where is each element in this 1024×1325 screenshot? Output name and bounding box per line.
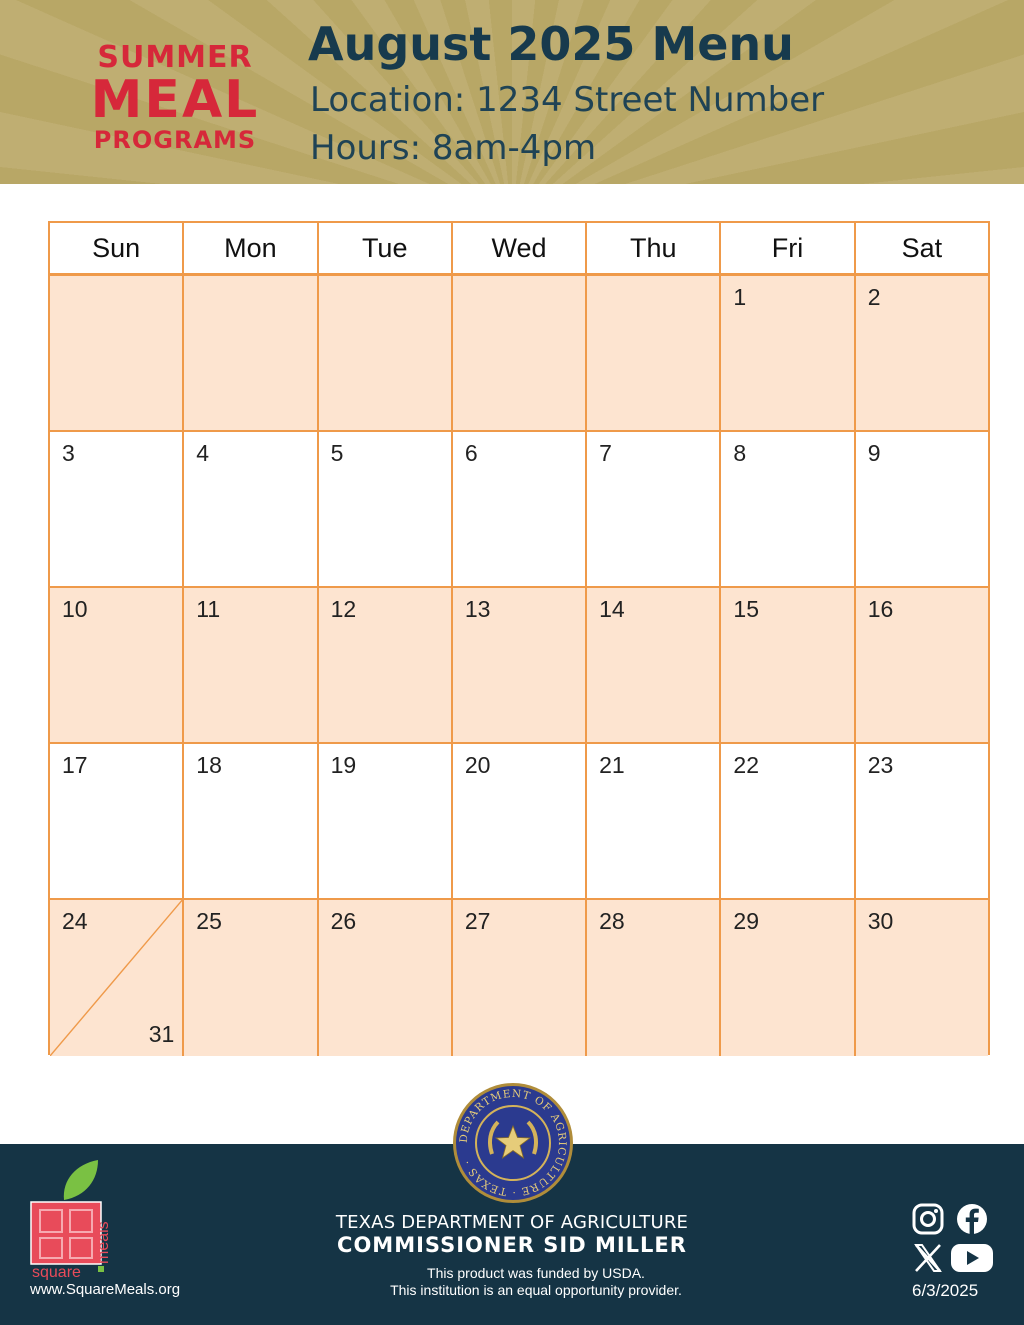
weekday-sat: Sat (901, 233, 943, 263)
day-number: 6 (464, 440, 478, 466)
day-cell (319, 432, 453, 586)
day-cell (721, 900, 855, 1056)
weekday-sun: Sun (50, 223, 184, 273)
weekday-mon: Mon (184, 223, 318, 273)
day-cell (319, 588, 453, 742)
weekday-fri: Fri (721, 223, 855, 273)
day-cell (319, 900, 453, 1056)
day-cell (856, 744, 988, 898)
week-row-4 (50, 744, 988, 900)
day-cell (50, 432, 184, 586)
day-cell (587, 432, 721, 586)
day-number: 16 (867, 596, 894, 622)
day-number: 11 (196, 596, 221, 622)
squaremeals-word-square: square (32, 1264, 81, 1280)
commissioner-name: COMMISSIONER SID MILLER (337, 1233, 687, 1257)
day-number: 30 (867, 908, 894, 934)
logo-programs-text: PROGRAMS (93, 126, 257, 154)
week-row-3 (50, 588, 988, 744)
day-cell (587, 588, 721, 742)
day-cell (453, 432, 587, 586)
day-number: 2 (867, 284, 881, 310)
instagram-icon[interactable] (911, 1202, 945, 1236)
day-cell (453, 744, 587, 898)
day-number: 10 (62, 596, 88, 622)
tda-seal (452, 1082, 574, 1204)
week-row-1 (50, 276, 988, 432)
day-number: 22 (733, 752, 759, 778)
day-cell (319, 276, 453, 430)
day-cell (453, 588, 587, 742)
day-number-extra: 31 (148, 1021, 175, 1047)
day-cell (184, 900, 318, 1056)
day-number: 7 (599, 440, 612, 466)
page-title: August 2025 Menu (308, 17, 794, 71)
day-number: 5 (330, 440, 344, 466)
document-date: 6/3/2025 (912, 1281, 979, 1300)
facebook-icon[interactable] (955, 1202, 989, 1236)
day-cell (453, 276, 587, 430)
location-text: Location: 1234 Street Number (310, 80, 825, 120)
day-cell (721, 432, 855, 586)
day-number: 13 (464, 596, 491, 622)
day-number: 4 (196, 440, 210, 466)
day-number: 8 (733, 440, 747, 466)
x-icon[interactable] (911, 1241, 945, 1275)
day-cell (184, 432, 318, 586)
squaremeals-url[interactable]: www.SquareMeals.org (30, 1281, 181, 1298)
day-cell (184, 744, 318, 898)
day-cell (721, 276, 855, 430)
funding-statement: This product was funded by USDA. (427, 1265, 645, 1281)
day-cell (587, 276, 721, 430)
day-cell (856, 588, 988, 742)
day-number: 1 (733, 284, 747, 310)
weekday-wed: Wed (453, 223, 587, 273)
day-cell (50, 588, 184, 742)
seal-ring-text: DEPARTMENT OF AGRICULTURE · TEXAS · (457, 1087, 569, 1199)
day-number: 3 (62, 440, 75, 466)
squaremeals-word-meals: meals (95, 1221, 112, 1264)
logo-summer-text: SUMMER (97, 40, 253, 75)
hours-text: Hours: 8am-4pm (310, 128, 597, 168)
day-number: 29 (733, 908, 759, 934)
day-number: 9 (867, 440, 881, 466)
weekday-thu: Thu (587, 223, 721, 273)
header-banner (0, 0, 1024, 184)
day-number: 24 (62, 908, 88, 934)
day-number: 18 (196, 752, 222, 778)
calendar-grid (48, 221, 990, 1055)
day-cell (50, 744, 184, 898)
day-cell (587, 744, 721, 898)
day-number: 25 (196, 908, 222, 934)
day-number: 23 (867, 752, 894, 778)
split-day-cell (50, 900, 184, 1056)
day-cell (856, 900, 988, 1056)
day-cell (587, 900, 721, 1056)
agency-name: TEXAS DEPARTMENT OF AGRICULTURE (335, 1212, 689, 1233)
day-number: 26 (330, 908, 357, 934)
weekday-header-row (50, 223, 988, 276)
day-number: 21 (599, 752, 625, 778)
day-cell (50, 276, 184, 430)
day-number: 15 (733, 596, 759, 622)
youtube-icon[interactable] (950, 1241, 994, 1275)
day-number: 28 (599, 908, 625, 934)
day-cell (184, 276, 318, 430)
day-number: 17 (62, 752, 88, 778)
day-number: 12 (330, 596, 357, 622)
day-number: 20 (464, 752, 491, 778)
day-cell (721, 588, 855, 742)
day-number: 19 (330, 752, 357, 778)
weekday-tue: Tue (319, 223, 453, 273)
day-cell (453, 900, 587, 1056)
week-row-5 (50, 900, 988, 1056)
week-row-2 (50, 432, 988, 588)
day-cell (856, 276, 988, 430)
day-number: 27 (464, 908, 491, 934)
day-cell (319, 744, 453, 898)
logo-meal-text: MEAL (90, 70, 260, 130)
equal-opportunity-statement: This institution is an equal opportunity provider. (390, 1282, 682, 1298)
day-cell (856, 432, 988, 586)
day-cell (184, 588, 318, 742)
day-cell (721, 744, 855, 898)
day-number: 14 (599, 596, 625, 622)
